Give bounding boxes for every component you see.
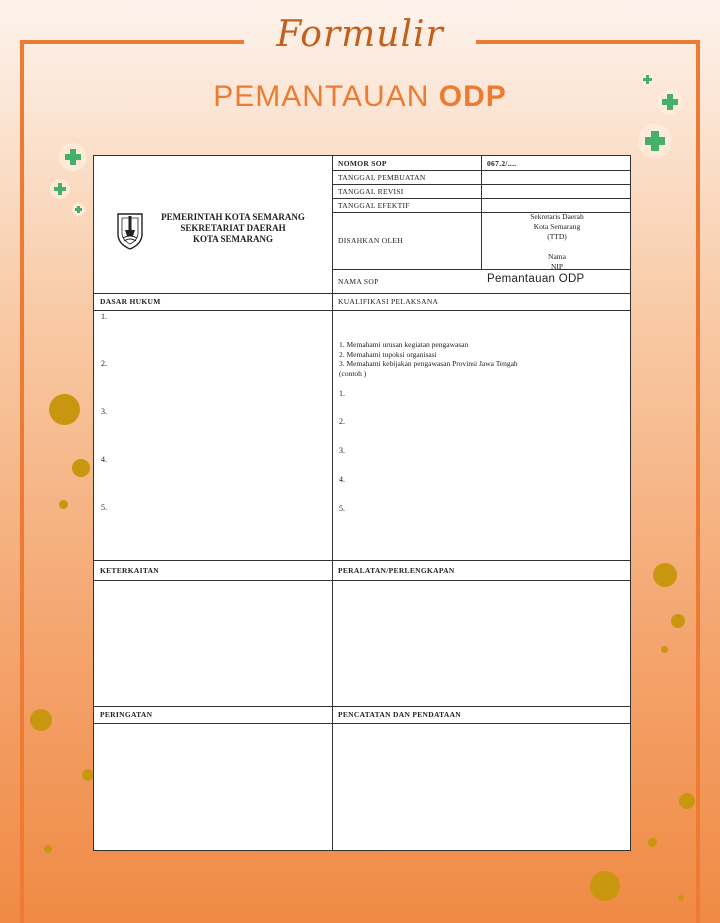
nomor-sop-value: 067.2/.... <box>487 159 517 168</box>
keterkaitan-header: KETERKAITAN <box>100 566 160 575</box>
nama-sop-label: NAMA SOP <box>338 277 379 286</box>
decor-dot <box>59 500 68 509</box>
nomor-sop-label: NOMOR SOP <box>338 159 387 168</box>
kualifikasi-line: 3. Memahami kebijakan pengawasan Provinsi Jawa Tengah <box>339 359 518 368</box>
list-item: 2. <box>101 359 107 368</box>
decor-dot <box>72 459 90 477</box>
decor-dot <box>661 646 668 653</box>
nama-sop-value: Pemantauan ODP <box>487 273 585 285</box>
decor-dot <box>678 895 684 901</box>
approval-line: Kota Semarang <box>533 222 581 231</box>
kualifikasi-line: (contoh ) <box>339 368 367 378</box>
medical-cross-icon <box>638 124 672 158</box>
list-item: 3. <box>101 407 107 416</box>
identity-line-3: KOTA SEMARANG <box>192 234 274 244</box>
peringatan-header: PERINGATAN <box>100 710 153 719</box>
frame-left <box>20 40 24 923</box>
sop-form-sheet <box>93 155 631 851</box>
approval-block <box>483 212 631 272</box>
kualifikasi-header: KUALIFIKASI PELAKSANA <box>338 297 439 306</box>
kualifikasi-line: 2. Memahami tupoksi organisasi <box>339 349 437 359</box>
approval-line <box>483 242 631 252</box>
approval-line: Nama <box>548 252 566 261</box>
decor-dot <box>671 614 685 628</box>
approval-line: (TTD) <box>547 232 567 241</box>
kualifikasi-line: 1. Memahami urusan kegiatan pengawasan <box>339 340 469 349</box>
title-regular: PEMANTAUAN <box>213 80 430 113</box>
decor-dot <box>590 871 620 901</box>
decor-dot <box>648 838 657 847</box>
list-item: 4. <box>101 455 107 464</box>
kualifikasi-text <box>339 340 518 378</box>
identity-line-1: PEMERINTAH KOTA SEMARANG <box>161 212 305 222</box>
list-item: 1. <box>101 312 107 321</box>
pencatatan-header: PENCATATAN DAN PENDATAAN <box>338 710 462 719</box>
medical-cross-icon <box>72 203 85 216</box>
semarang-emblem-icon <box>116 210 144 250</box>
title-bold: ODP <box>438 80 507 113</box>
list-item: 5. <box>339 504 345 513</box>
decor-dot <box>30 709 52 731</box>
decor-dot <box>49 394 80 425</box>
decor-dot <box>653 563 677 587</box>
tanggal-efektif-label: TANGGAL EFEKTIF <box>338 201 410 210</box>
decor-dot <box>679 793 695 809</box>
identity-line-2: SEKRETARIAT DAERAH <box>180 223 286 233</box>
medical-cross-icon <box>59 143 87 171</box>
dasar-hukum-header: DASAR HUKUM <box>100 297 161 306</box>
tanggal-revisi-label: TANGGAL REVISI <box>338 187 404 196</box>
approval-line: NIP <box>550 262 564 271</box>
list-item: 1. <box>339 389 345 398</box>
form-script-title: Formulir <box>276 14 444 55</box>
medical-cross-icon <box>50 179 70 199</box>
frame-right <box>696 40 700 923</box>
list-item: 2. <box>339 417 345 426</box>
list-item: 4. <box>339 475 345 484</box>
list-item: 5. <box>101 503 107 512</box>
form-main-title <box>0 80 720 114</box>
decor-dot <box>44 845 52 853</box>
disahkan-oleh-label: DISAHKAN OLEH <box>338 236 403 245</box>
approval-line: Sekretaris Daerah <box>530 212 584 221</box>
government-identity <box>152 212 314 245</box>
tanggal-pembuatan-label: TANGGAL PEMBUATAN <box>338 173 426 182</box>
list-item: 3. <box>339 446 345 455</box>
peralatan-header: PERALATAN/PERLENGKAPAN <box>338 566 455 575</box>
